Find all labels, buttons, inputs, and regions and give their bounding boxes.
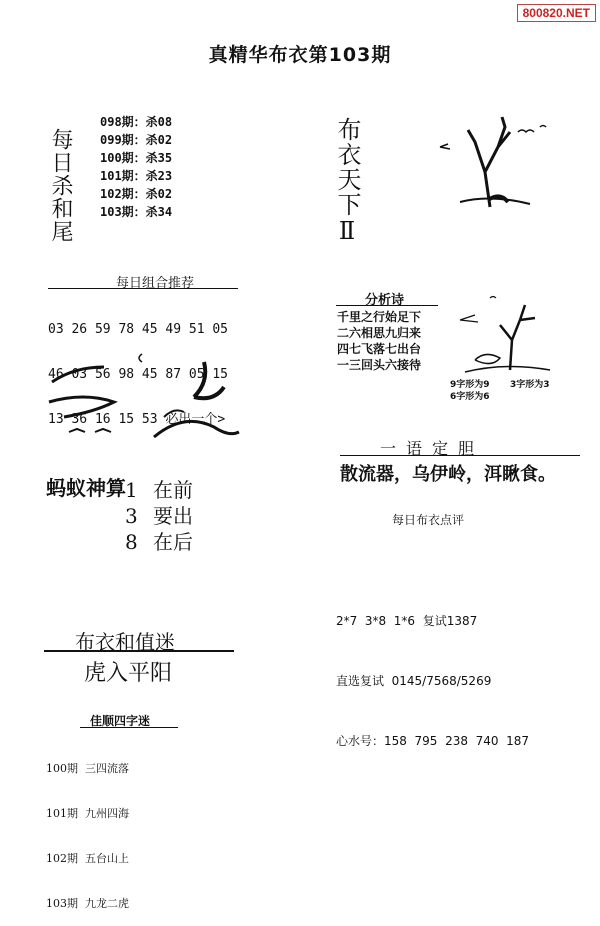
mayi-text: 在后 — [153, 530, 193, 554]
recommend-line: 2*7 3*8 1*6 复试1387 — [336, 614, 478, 628]
list-item: 103期 九龙二虎 — [46, 897, 129, 910]
landscape-illustration — [44, 342, 244, 447]
list-item: 101期：杀23 — [100, 169, 173, 183]
buyi-riddle-answer: 虎入平阳 — [84, 661, 173, 686]
poem-lines — [337, 309, 421, 373]
yiyu-text: 散流器，乌伊岭，洱瞅食。 — [340, 464, 556, 485]
poem-line: 二六相思九归来 — [337, 326, 422, 340]
list-item: 101期 九州四海 — [46, 807, 129, 820]
divider — [48, 288, 238, 289]
divider — [80, 727, 178, 728]
jiashun-list — [46, 731, 129, 926]
list-item: 102期：杀02 — [100, 187, 173, 201]
daily-kill-list — [100, 113, 172, 221]
poem-illustration — [450, 290, 560, 375]
mayi-texts — [153, 477, 193, 555]
buyi-tianxia-title: 布衣天下Ⅱ — [333, 117, 361, 246]
divider — [336, 305, 438, 306]
combo-line: 46 03 56 98 45 87 05 15 — [48, 367, 229, 382]
poem-line: 千里之行始足下 — [337, 310, 422, 324]
poem-note: 6字形为6 — [450, 392, 490, 402]
page-title: 真精华布衣第103期 — [208, 44, 392, 66]
recommend-line: 直选复试 0145/7568/5269 — [336, 674, 492, 688]
list-item: 098期：杀08 — [100, 115, 173, 129]
combo-line: 13 36 16 15 53 必出一个> — [48, 412, 226, 427]
list-item: 100期 三四流落 — [46, 762, 129, 775]
poem-note: 3字形为3 — [510, 380, 550, 390]
mayi-numbers — [125, 477, 138, 555]
divider — [44, 650, 234, 652]
daily-kill-title: 每日杀和尾 — [48, 128, 73, 243]
divider — [340, 455, 580, 456]
mayi-number: 1 — [125, 478, 138, 502]
mayi-title — [46, 476, 126, 501]
poem-note: 9字形为9 — [450, 380, 490, 390]
yiyu-heading: 一语定胆 — [380, 439, 485, 458]
poem-line: 一三回头六接待 — [337, 358, 422, 372]
combo-line: 03 26 59 78 45 49 51 05 — [48, 322, 229, 337]
mayi-number: 8 — [125, 530, 138, 554]
site-watermark: 800820.NET — [517, 4, 596, 22]
list-item: 099期：杀02 — [100, 133, 173, 147]
list-item: 100期：杀35 — [100, 151, 173, 165]
list-item: 102期 五台山上 — [46, 852, 129, 865]
mayi-text: 要出 — [153, 504, 193, 528]
mayi-text: 在前 — [153, 478, 193, 502]
mayi-char: 蚂蚁神算 — [46, 476, 126, 500]
recommend-list — [336, 571, 529, 771]
poem-heading: 分析诗 — [365, 293, 405, 308]
recommend-line: 心水号：158 795 238 740 187 — [336, 734, 530, 748]
poem-line: 四七飞落七出台 — [337, 342, 422, 356]
review-heading: 每日布衣点评 — [392, 513, 465, 527]
mayi-number: 3 — [125, 504, 138, 528]
list-item: 103期：杀34 — [100, 205, 173, 219]
buyi-riddle-heading: 布衣和值迷 — [75, 630, 175, 654]
combo-heading: 每日组合推荐 — [115, 276, 194, 291]
tree-illustration — [420, 112, 570, 212]
jiashun-heading: 佳顺四字迷 — [90, 714, 151, 728]
